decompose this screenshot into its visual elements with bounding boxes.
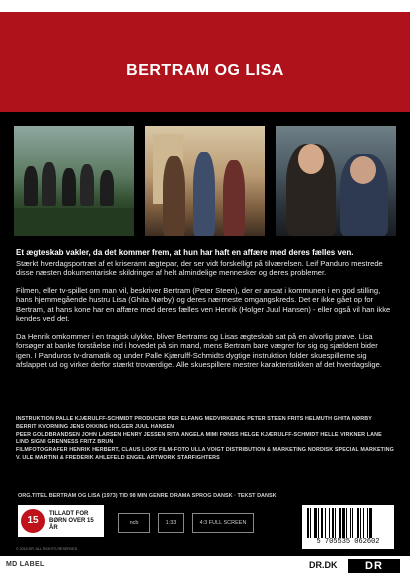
barcode-bars xyxy=(307,508,389,538)
barcode-bar xyxy=(369,508,372,538)
dr-logo: DR xyxy=(348,559,400,573)
publisher-logo: MD LABEL xyxy=(6,561,45,568)
top-white-strip xyxy=(0,0,410,12)
still-two-women xyxy=(276,126,396,236)
credits-line: INSTRUKTION PALLE KJÆRULFF-SCHMIDT PRODUCER PER ELFANG MEDVIRKENDE PETER STEEN FRITS HELMUTH GHITA NØRBY BERRIT KVORNING JENS OKKING HOLGER JUUL HANSEN xyxy=(16,416,372,430)
synopsis-paragraph-2: Filmen, eller tv-spillet om man vil, beskriver Bertram (Peter Steen), der er ansat i kommunen i en god stilling, hans hjemmegående hustru Lisa (Ghita Nørby) og deres nærmeste omgangskreds. Det er ikke gået op for Bertram, at hans kone har en affære med deres fælles ven Henrik (Holger Juul Hansen) - eller også vil han ikke kendes ved det. xyxy=(16,285,391,324)
figure xyxy=(100,170,114,206)
credits-line: FILMFOTOGRAFER HENRIK HERBERT, CLAUS LOOF FILM-FOTO ULLA VOIGT DISTRIBUTION & MARKETING NORDISK SPECIAL MARKETING V. ULE MARTINI & FREDERIK AHLEFELD ENGEL ARTWORK STARFIGHTERS xyxy=(16,447,394,462)
synopsis-lead: Et ægteskab vakler, da det kommer frem, at hun har haft en affære med deres fælles ven. xyxy=(16,248,354,257)
format-logos xyxy=(118,510,278,534)
figure xyxy=(80,164,94,206)
synopsis-paragraph-3: Da Henrik omkommer i en tragisk ulykke, bliver Bertrams og Lisas ægteskab sat på en alvorlig prøve. Lisa forsøger at banke forståelse ind i hovedet på sin mand, mens Bertram bare vægrer for sig og sjældent bider igen. I Panduros tv-dramatik og under Palle Kjærulff-Schmidts dygtige instruktion folder skuespillerne sig afslappet ud og virker derfor stærkt troværdige. Alle skuespillere mestrer karakteristikken af det hverdagslige. xyxy=(16,331,382,370)
barcode-bar xyxy=(360,508,361,538)
barcode-bar xyxy=(357,508,359,538)
synopsis xyxy=(16,248,394,378)
barcode-bar xyxy=(307,508,309,538)
figure xyxy=(163,156,185,236)
age-rating-text: TILLADT FOR BØRN OVER 15 ÅR xyxy=(49,511,94,531)
barcode-bar xyxy=(329,508,330,538)
barcode-bar xyxy=(335,508,336,538)
figure xyxy=(193,152,215,236)
face xyxy=(350,156,376,184)
website-label: DR.DK xyxy=(309,560,338,570)
credits-line: PEER GOLDBRANDSEN JOHN LARSEN HENRY JESSEN RITA ANGELA MIMI FØNSS HELGE KJÆRULFF-SCHMIDT HELLE VIRKNER LANE LIND SIGNI GRENNESS FRITZ BRUN xyxy=(16,431,382,446)
barcode-bar xyxy=(346,508,347,538)
barcode-bar xyxy=(325,508,326,538)
age-rating-number: 15 xyxy=(21,509,45,533)
age-rating-badge xyxy=(18,505,104,537)
figure xyxy=(24,166,38,206)
copyright-text: © 2018 DR. ALL RIGHTS RESERVED xyxy=(16,547,78,551)
barcode-bar xyxy=(314,508,317,538)
barcode xyxy=(302,505,394,549)
info-bar: ORG.TITEL BERTRAM OG LISA (1973) TID 98 MIN GENRE DRAMA SPROG DANSK · TEKST DANSK xyxy=(18,493,277,499)
face xyxy=(298,144,324,174)
credits-block xyxy=(16,416,394,463)
hedge xyxy=(14,208,134,236)
fullscreen-logo: 4:3 FULL SCREEN xyxy=(192,513,254,533)
aspect-logo: 1:33 xyxy=(158,513,184,533)
barcode-bar xyxy=(350,508,351,538)
barcode-bar xyxy=(363,508,364,538)
figure xyxy=(62,168,76,206)
synopsis-paragraph-1: Stærkt hverdagsportræt af et kriseramt ægtepar, der ser vidt forskelligt på tilværelsen. Leif Panduro mestrede disse næsten dokumentariske skildringer af helt almindelige mennesker og deres problemer. xyxy=(16,259,383,278)
barcode-bar xyxy=(318,508,319,538)
barcode-bar xyxy=(321,508,323,538)
barcode-bar xyxy=(342,508,345,538)
barcode-bar xyxy=(332,508,334,538)
still-hallway-scene xyxy=(145,126,265,236)
cover-title: BERTRAM OG LISA xyxy=(126,62,284,79)
figure xyxy=(223,160,245,236)
figure xyxy=(42,162,56,206)
barcode-bar xyxy=(352,508,353,538)
still-funeral-scene xyxy=(14,126,134,236)
barcode-bar xyxy=(310,508,311,538)
barcode-number: 5 705535 062602 xyxy=(316,538,380,546)
barcode-bar xyxy=(339,508,341,538)
ncb-logo: ncb xyxy=(118,513,150,533)
film-stills xyxy=(14,126,396,236)
barcode-bar xyxy=(367,508,368,538)
